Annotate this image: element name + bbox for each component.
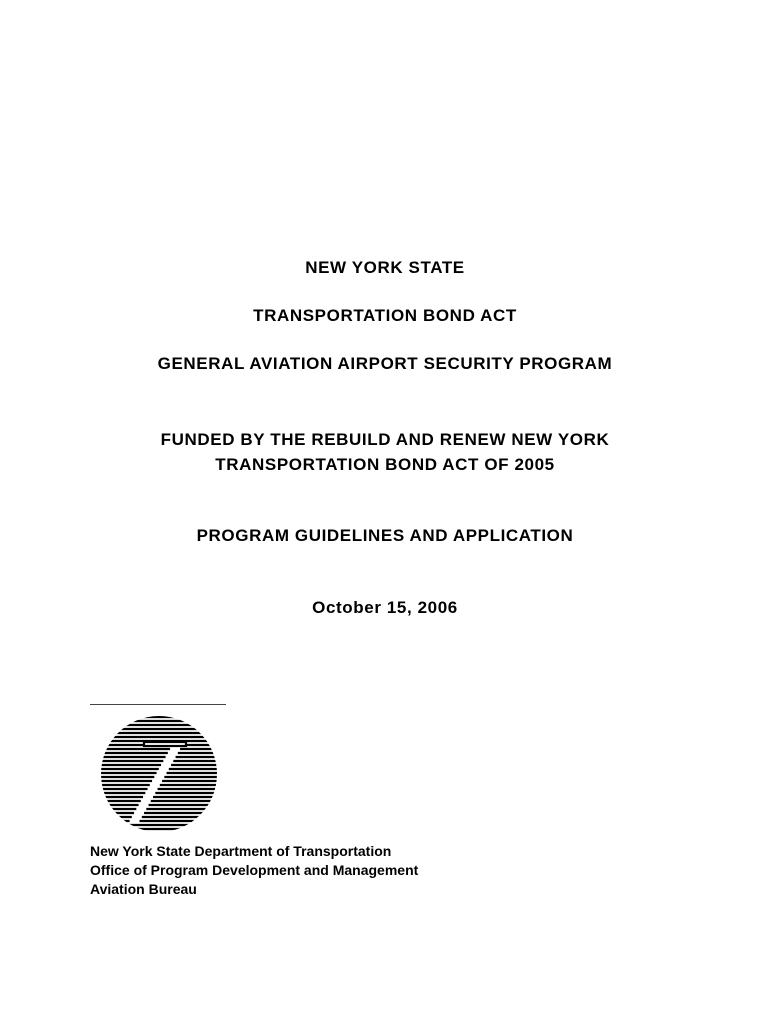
funding-line-1: FUNDED BY THE REBUILD AND RENEW NEW YORK xyxy=(160,430,610,449)
title-line-2: TRANSPORTATION BOND ACT xyxy=(253,306,517,325)
footer-line-3: Aviation Bureau xyxy=(90,881,197,897)
funding-line-2: TRANSPORTATION BOND ACT OF 2005 xyxy=(215,455,555,474)
footer-line-1: New York State Department of Transportation xyxy=(90,843,392,859)
document-subtitle: PROGRAM GUIDELINES AND APPLICATION xyxy=(196,526,574,545)
title-line-3: GENERAL AVIATION AIRPORT SECURITY PROGRAM xyxy=(157,354,613,373)
issuing-agency xyxy=(90,842,418,899)
nysdot-logo-icon xyxy=(96,712,222,832)
divider-line xyxy=(90,704,226,705)
footer-line-2: Office of Program Development and Management xyxy=(90,862,419,878)
document-date: October 15, 2006 xyxy=(312,598,458,617)
logo-swoosh-bar xyxy=(144,742,186,746)
title-line-1: NEW YORK STATE xyxy=(305,258,465,277)
funding-statement xyxy=(0,427,770,477)
